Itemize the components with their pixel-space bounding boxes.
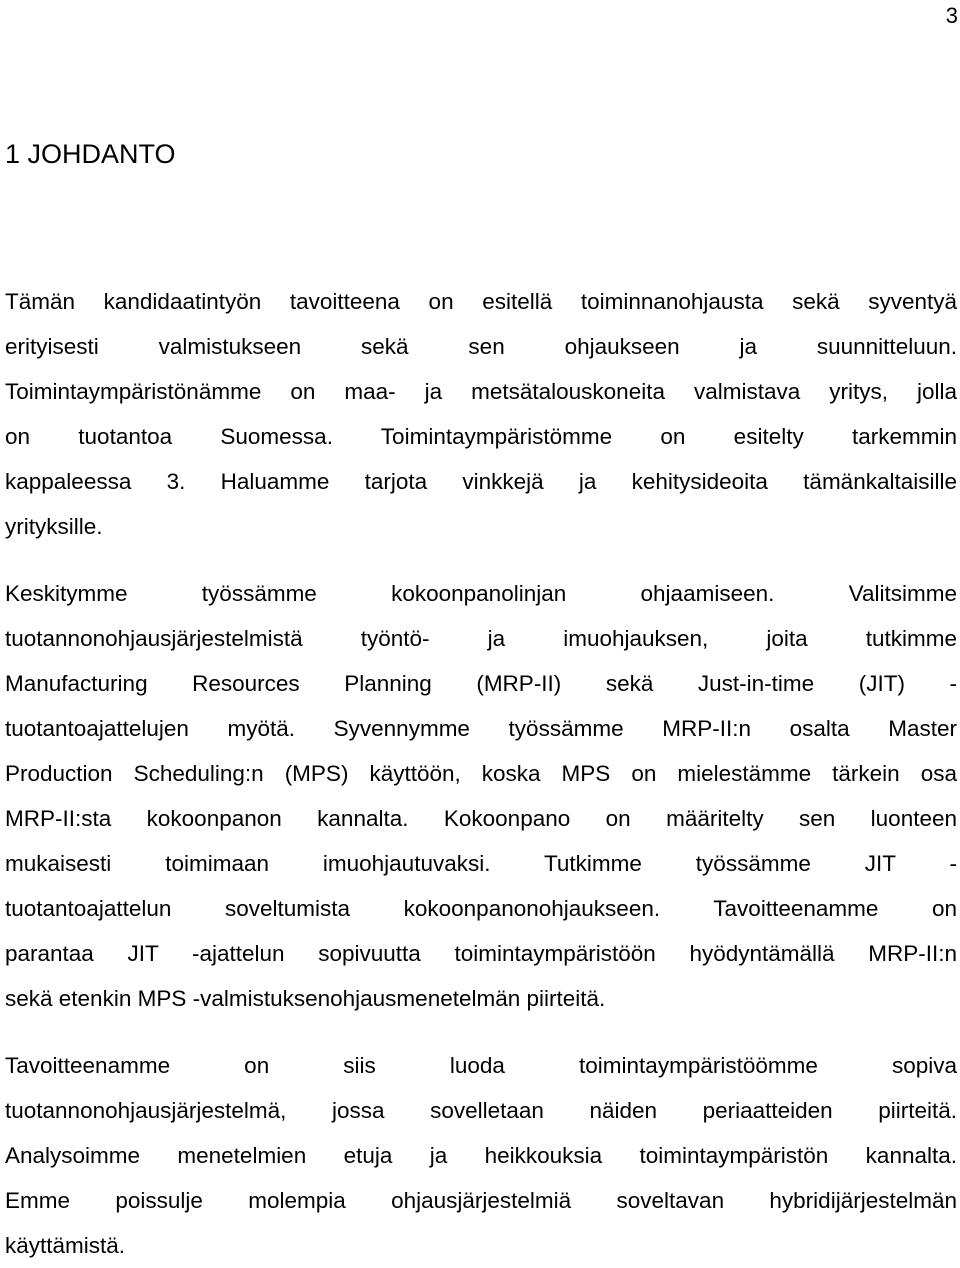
page-title: 1 JOHDANTO — [5, 139, 176, 169]
paragraph-line: Tämän kandidaatintyön tavoitteena on esitellä toiminnanohjausta sekä syventyä — [5, 289, 957, 314]
paragraph-line: parantaa JIT -ajattelun sopivuutta toimintaympäristöön hyödyntämällä MRP-II:n — [5, 941, 957, 966]
paragraph-line: Analysoimme menetelmien etuja ja heikkouksia toimintaympäristön kannalta. — [5, 1143, 957, 1168]
paragraph-line: erityisesti valmistukseen sekä sen ohjaukseen ja suunnitteluun. — [5, 334, 957, 359]
paragraph-line: Production Scheduling:n (MPS) käyttöön, koska MPS on mielestämme tärkein osa — [5, 761, 957, 786]
paragraph-line: käyttämistä. — [5, 1233, 126, 1258]
paragraph-line: kappaleessa 3. Haluamme tarjota vinkkejä ja kehitysideoita tämänkaltaisille — [5, 469, 957, 494]
paragraph-line: Manufacturing Resources Planning (MRP-II) sekä Just-in-time (JIT) - — [5, 671, 957, 696]
paragraph-line: tuotantoajattelun soveltumista kokoonpanonohjaukseen. Tavoitteenamme on — [5, 896, 957, 921]
paragraph-line: mukaisesti toimimaan imuohjautuvaksi. Tutkimme työssämme JIT - — [5, 851, 957, 876]
paragraph-line: on tuotantoa Suomessa. Toimintaympäristömme on esitelty tarkemmin — [5, 424, 957, 449]
paragraph-line: yrityksille. — [5, 514, 103, 539]
paragraph-line: tuotannonohjausjärjestelmistä työntö- ja imuohjauksen, joita tutkimme — [5, 626, 957, 651]
paragraph-line: tuotannonohjausjärjestelmä, jossa sovelletaan näiden periaatteiden piirteitä. — [5, 1098, 957, 1123]
paragraph-line: sekä etenkin MPS -valmistuksenohjausmenetelmän piirteitä. — [5, 986, 606, 1011]
paragraph-line: Keskitymme työssämme kokoonpanolinjan ohjaamiseen. Valitsimme — [5, 581, 957, 606]
page-number: 3 — [945, 3, 958, 28]
paragraph-line: Emme poissulje molempia ohjausjärjestelmiä soveltavan hybridijärjestelmän — [5, 1188, 957, 1213]
paragraph-intro — [5, 279, 957, 549]
paragraph-focus — [5, 571, 957, 1021]
paragraph-goal — [5, 1043, 957, 1268]
paragraph-line: tuotantoajattelujen myötä. Syvennymme työssämme MRP-II:n osalta Master — [5, 716, 957, 741]
paragraph-line: MRP-II:sta kokoonpanon kannalta. Kokoonpano on määritelty sen luonteen — [5, 806, 957, 831]
paragraph-line: Toimintaympäristönämme on maa- ja metsätalouskoneita valmistava yritys, jolla — [5, 379, 957, 404]
paragraph-line: Tavoitteenamme on siis luoda toimintaympäristöömme sopiva — [5, 1053, 957, 1078]
